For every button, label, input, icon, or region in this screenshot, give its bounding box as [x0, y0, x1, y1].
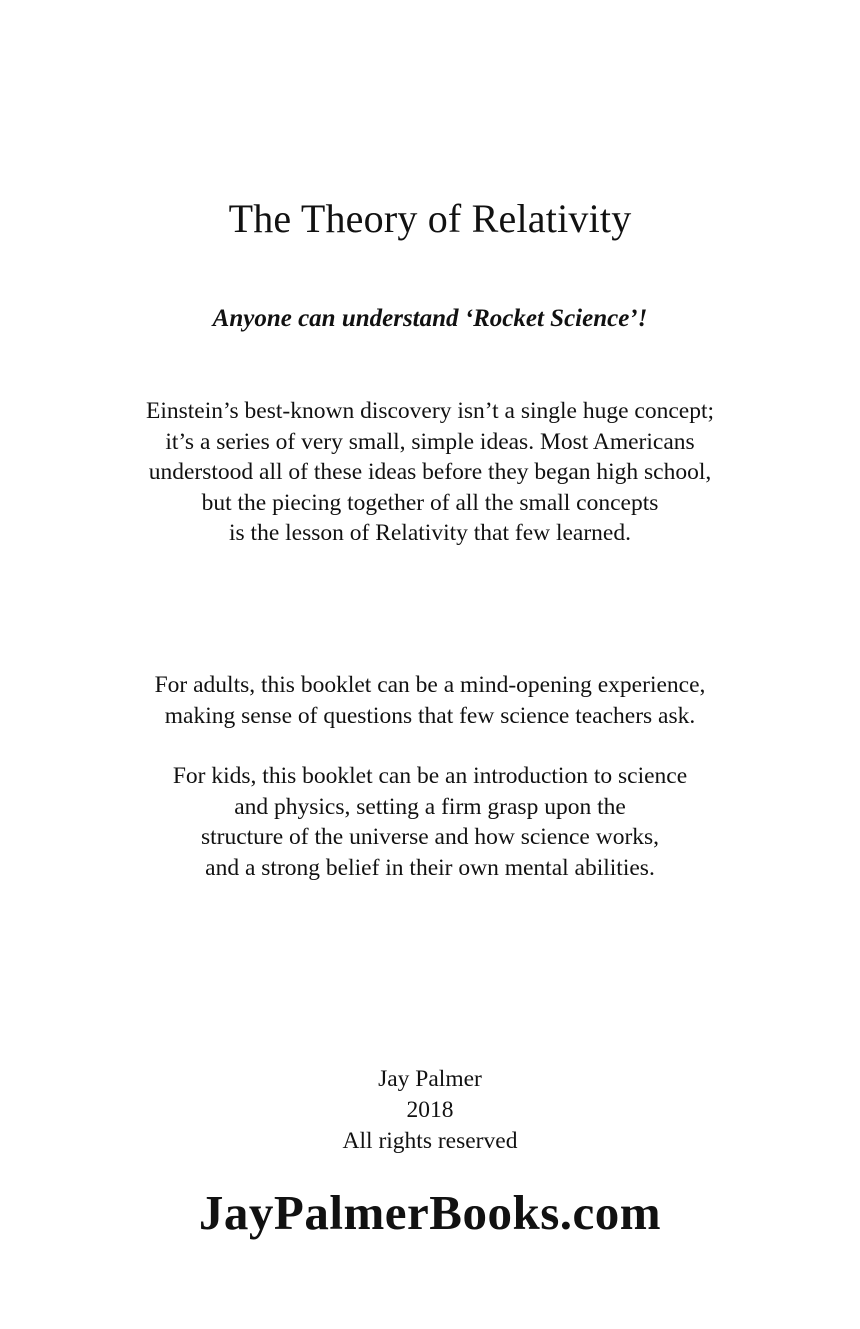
intro-line: it’s a series of very small, simple ideas. Most Americans [165, 428, 695, 455]
kids-line: For kids, this booklet can be an introduction to science [172, 763, 688, 789]
page-title: The Theory of Relativity [228, 196, 632, 241]
intro-paragraph [0, 396, 860, 549]
publication-year: 2018 [406, 1097, 454, 1123]
adults-paragraph [0, 670, 860, 731]
website-url: JayPalmerBooks.com [198, 1185, 662, 1240]
intro-line: is the lesson of Relativity that few learned. [228, 520, 631, 546]
intro-line: but the piecing together of all the small concepts [201, 489, 659, 516]
tagline: Anyone can understand ‘Rocket Science’! [212, 305, 648, 332]
adults-line: making sense of questions that few science teachers ask. [164, 702, 696, 729]
kids-line: and physics, setting a firm grasp upon the [234, 793, 626, 820]
kids-paragraph [0, 761, 860, 883]
copyright-notice: All rights reserved [342, 1128, 518, 1154]
intro-line: Einstein’s best-known discovery isn’t a single huge concept; [145, 398, 715, 424]
credits [0, 1064, 860, 1157]
kids-line: and a strong belief in their own mental abilities. [205, 854, 655, 881]
adults-line: For adults, this booklet can be a mind-opening experience, [154, 672, 706, 698]
kids-line: structure of the universe and how science works, [200, 824, 660, 850]
author-name: Jay Palmer [378, 1066, 482, 1092]
intro-line: understood all of these ideas before they began high school, [148, 459, 712, 485]
